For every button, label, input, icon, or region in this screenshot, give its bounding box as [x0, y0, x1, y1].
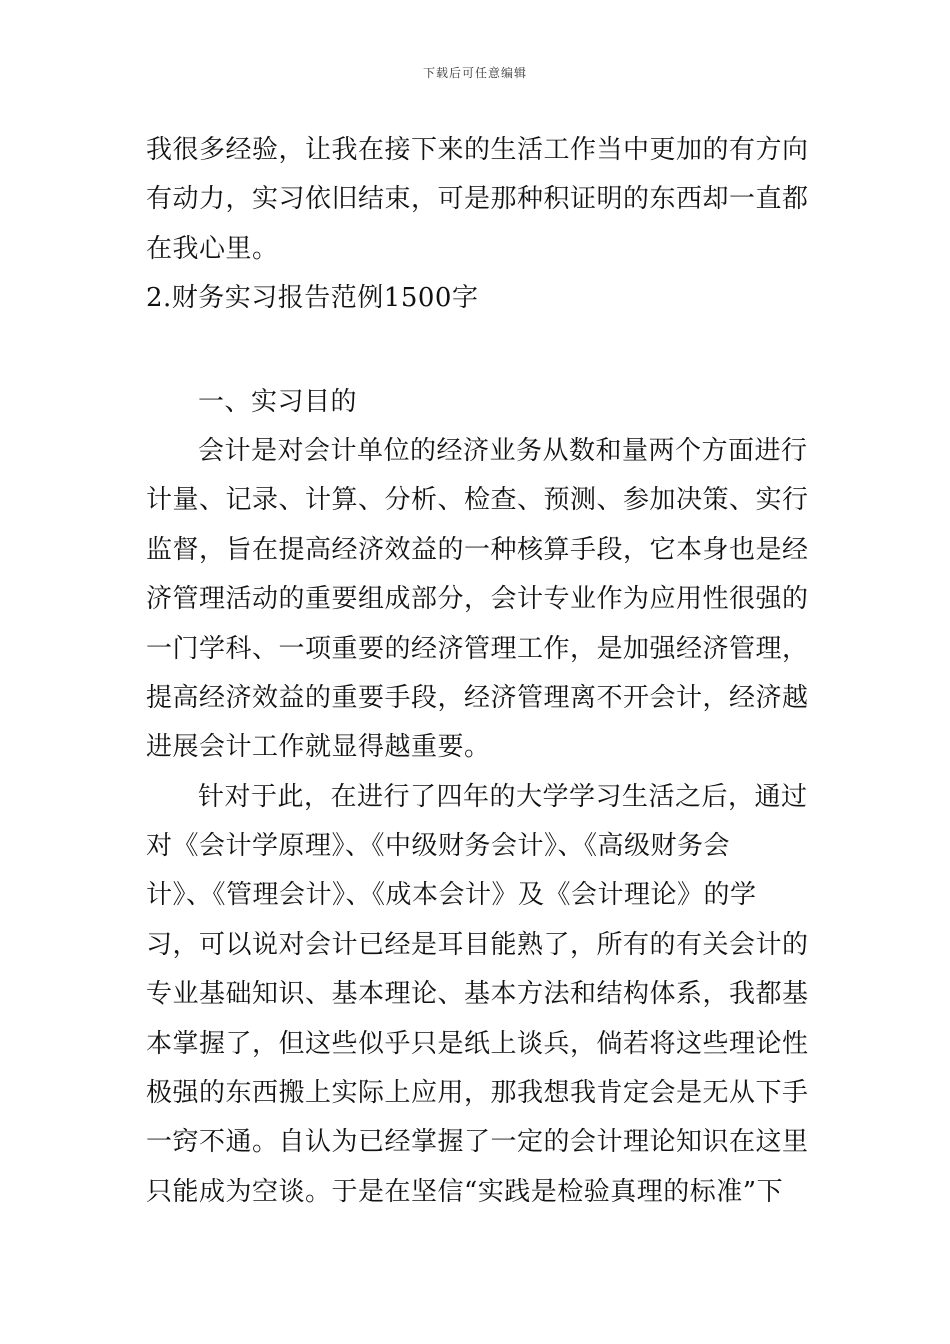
body-line: 监督，旨在提高经济效益的一种核算手段，它本身也是经: [146, 534, 809, 565]
body-line: 极强的东西搬上实际上应用，那我想我肯定会是无从下手: [146, 1078, 809, 1109]
body-line: 提高经济效益的重要手段，经济管理离不开会计，经济越: [146, 682, 809, 713]
body-line: 本掌握了，但这些似乎只是纸上谈兵，倘若将这些理论性: [146, 1028, 809, 1059]
document-body: [146, 126, 808, 1217]
body-line: 习，可以说对会计已经是耳目能熟了，所有的有关会计的: [146, 929, 809, 960]
body-line: 一窍不通。自认为已经掌握了一定的会计理论知识在这里: [146, 1127, 809, 1158]
body-line: 有动力，实习依旧结束，可是那种积证明的东西却一直都: [146, 184, 809, 215]
body-line: 进展会计工作就显得越重要。: [146, 732, 491, 763]
body-line: 针对于此，在进行了四年的大学学习生活之后，通过: [198, 781, 808, 812]
section-heading: 一、实习目的: [198, 386, 358, 417]
body-line: 专业基础知识、基本理论、基本方法和结构体系，我都基: [146, 979, 809, 1010]
body-line: 计》、《管理会计》、《成本会计》及《会计理论》的学: [146, 880, 757, 911]
body-line: 会计是对会计单位的经济业务从数和量两个方面进行: [198, 435, 808, 466]
body-line: 我很多经验，让我在接下来的生活工作当中更加的有方向: [146, 135, 809, 165]
body-line: 在我心里。: [146, 233, 279, 264]
body-line: 一门学科、一项重要的经济管理工作，是加强经济管理，: [146, 633, 809, 664]
spacer: [146, 324, 808, 378]
body-line: 只能成为空谈。于是在坚信“实践是检验真理的标准”下: [146, 1176, 784, 1207]
body-line: 济管理活动的重要组成部分，会计专业作为应用性很强的: [146, 584, 809, 615]
page-header-note: 下载后可任意编辑: [422, 66, 527, 80]
section-title: 2.财务实习报告范例1500字: [146, 283, 479, 314]
body-line: 对《会计学原理》、《中级财务会计》、《高级财务会: [146, 831, 731, 862]
body-line: 计量、记录、计算、分析、检查、预测、参加决策、实行: [146, 485, 809, 516]
